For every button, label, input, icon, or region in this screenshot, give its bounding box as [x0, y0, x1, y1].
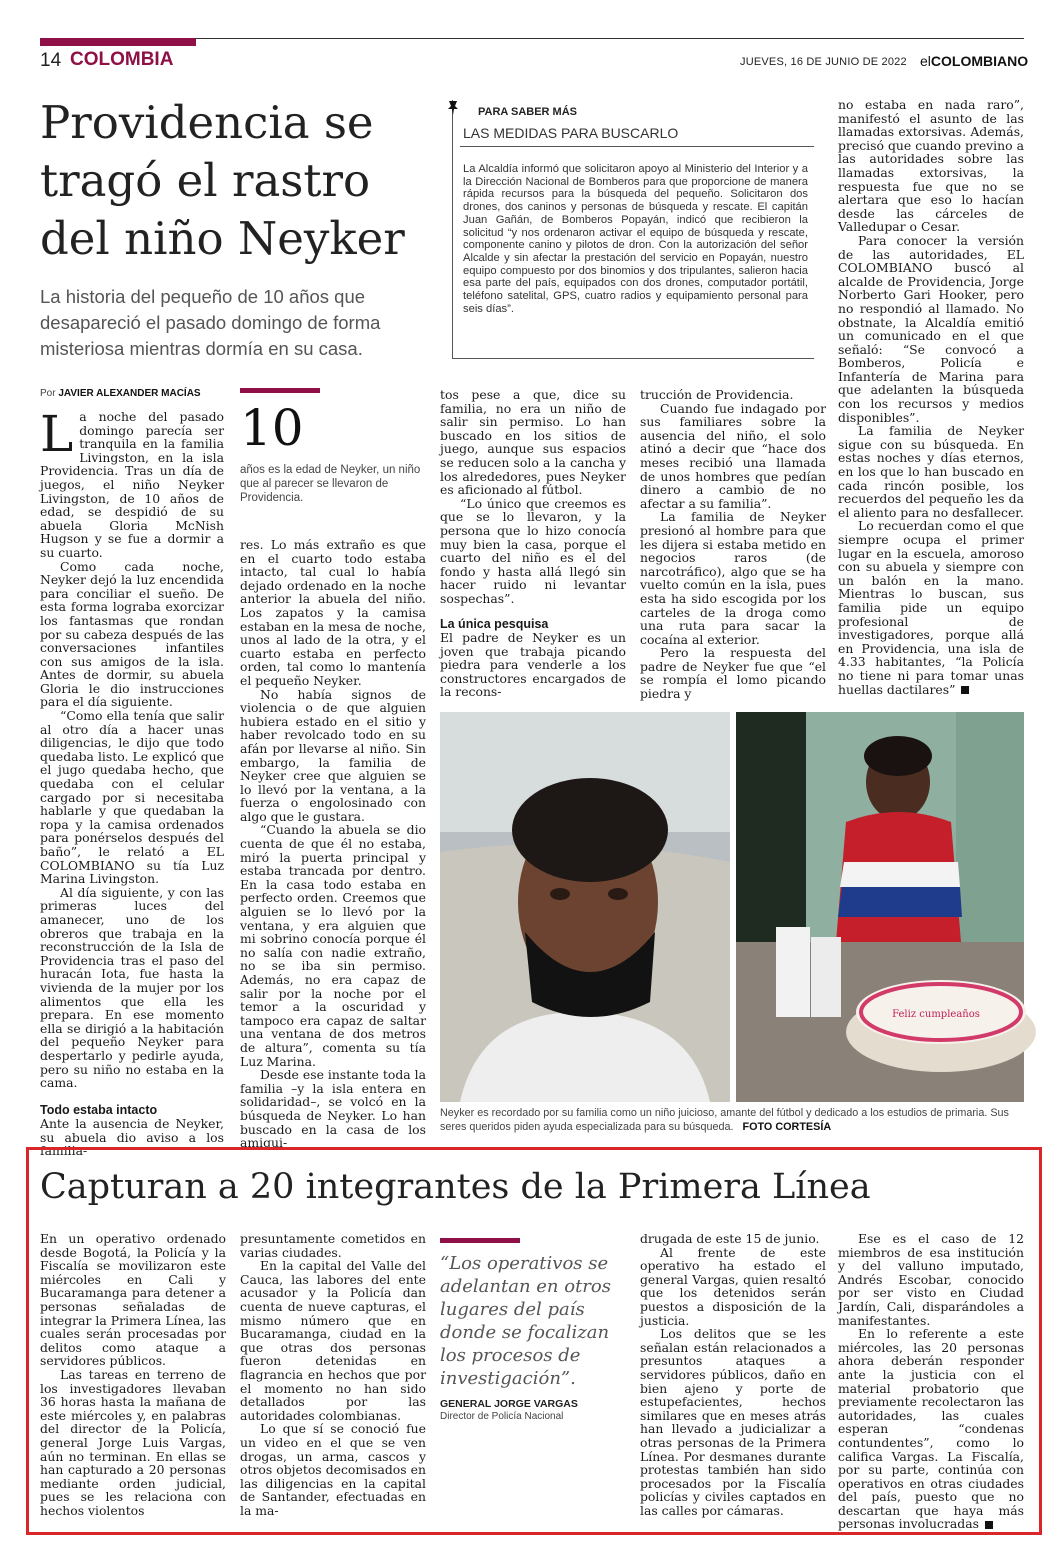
pull-quote: “Los operativos se adelantan en otros lugares del país donde se focalizan los procesos de investigación”. — [440, 1253, 611, 1389]
story1-column-1 — [40, 405, 224, 1159]
brand-logo — [920, 53, 1028, 69]
cake-text: Feliz cumpleaños — [892, 1009, 980, 1020]
paragraph: drugada de este 15 de junio. — [640, 1231, 820, 1246]
sidebar-text: La Alcaldía informó que solicitaron apoyo al Ministerio del Interior y a la Dirección Nacional de Bomberos para que proporcione de manera rápida recursos para la búsqueda del pequeño. Solicitaron dos drones, dos caninos y personas de búsqueda y rescate. El capitán Juan Gañán, de Bomberos Popayán, indicó que recibieron la solicitud “y nos ordenaron activar el equipo de búsqueda y rescate, componente canino y pilotos de dron. Con la autorización del señor Alcalde y sin afectar la prestación del servicio en Popayán, nuestro equipo compuesto por dos binomios y dos tripulantes, salieron hacia esa parte del país, equipados con dos drones, computador portátil, teléfono satelital, GPS, cuatro radios y equipamiento personal para seis días”. — [463, 163, 808, 315]
drop-cap: L — [40, 405, 74, 463]
factbox-number: 10 — [240, 399, 304, 457]
pin-icon — [446, 100, 460, 116]
paragraph: presuntamente cometidos en varias ciudades. — [240, 1231, 426, 1260]
byline-name: JAVIER ALEXANDER MACÍAS — [58, 388, 201, 399]
paragraph: Al frente de este operativo ha estado el general Vargas, quien resaltó que los detenidos serán puestos a disposición de la justicia. — [640, 1244, 826, 1328]
quote-role: Director de Policía Nacional — [440, 1411, 564, 1422]
brand-prefix: el — [920, 53, 931, 69]
paragraph: tos pese a que, dice su familia, no era un niño de salir sin permiso. Lo han buscado en los sitios de juego, aunque sus espacios se reducen solo a la cancha y los alrededores, pues Neyker es aficionado al fútbol. — [440, 387, 626, 498]
paragraph: En la capital del Valle del Cauca, las labores del ente acusador y la Policía dan cuenta de nueve capturas, el mismo número que en Bucaramanga, ciudad en la que otras dos personas fueron detenidas en flagrancia en hechos que por el momento no han sido detallados por las autoridades colombianas. — [240, 1258, 426, 1423]
sidebar-title-rule — [460, 146, 814, 147]
story1-column-3 — [440, 388, 626, 700]
subhead: Todo estaba intacto — [40, 1102, 158, 1117]
sidebar-frame-bottom — [452, 358, 814, 359]
paragraph: Pero la respuesta del padre de Neyker fue que “el se rompía el lomo picando piedra y — [640, 645, 826, 702]
story1-column-4 — [640, 388, 826, 700]
paragraph: a noche del pasado domingo parecía ser tranquila en la familia Livingston, en la isla Providencia. Tras un día de juegos, el niño Neyker Livingston, de 10 años de edad, se despidió de su abuela Gloria McNish Hugson y se fue a dormir a su cuarto. — [40, 409, 224, 560]
sidebar-kicker: PARA SABER MÁS — [478, 106, 578, 118]
story2-column-5 — [838, 1231, 1024, 1532]
paragraph: Al día siguiente, y con las primeras luces del amanecer, uno de los obreros que trabaja en la reconstrucción de la Isla de Providencia tras el paso del huracán Iota, fue hasta la vivienda de la mujer por los alimentos que ella les prepara. En ese momento ella se dirigió a la habitación del pequeño Neyker para despertarlo y pedirle ayuda, pero su niño no estaba en la cama. — [40, 884, 224, 1091]
story1-deck: La historia del pequeño de 10 años que desapareció el pasado domingo de forma misteriosa mientras dormía en su casa. — [40, 286, 381, 359]
story2-column-4 — [640, 1232, 826, 1522]
issue-date: JUEVES, 16 DE JUNIO DE 2022 — [740, 56, 907, 68]
paragraph: Desde ese instante toda la familia –y la isla entera en solidaridad–, se volcó en la búsqueda de Neyker. Lo han buscado en la casa de los amigui- — [240, 1067, 426, 1151]
photo-neyker-birthday — [736, 712, 1024, 1102]
paragraph: Cuando fue indagado por sus familiares sobre la ausencia del niño, el solo atinó a decir que “hace dos meses recibió una llamada de unos hombres que pedían dinero a cambio de no afectar a su familia”. — [640, 400, 826, 511]
page-number: 14 — [40, 50, 62, 71]
paragraph: Para conocer la versión de las autoridades, EL COLOMBIANO buscó al alcalde de Providencia, Jorge Norberto Gari Hooker, pero no respondió al llamado. No obstnate, la Alcaldía emitió un comunicado en el que señaló: “Se convocó a Bomberos, Policía e Infantería de Marina para que adelanten la búsqueda con los recursos y medios disponibles”. — [838, 232, 1024, 425]
factbox-accent-bar — [240, 388, 320, 393]
story1-column-2 — [240, 537, 426, 1151]
end-mark — [985, 1521, 993, 1529]
paragraph: En un operativo ordenado desde Bogotá, la Policía y la Fiscalía se movilizaron este miércoles en Cali y Bucaramanga para detener a personas señaladas de integrar la Primera Línea, las cuales serán procesadas por delitos como ataque a servidores públicos. — [40, 1231, 226, 1369]
byline-prefix: Por — [40, 388, 56, 399]
subhead: La única pesquisa — [440, 616, 549, 631]
paragraph — [838, 519, 1024, 696]
caption-text: Neyker es recordado por su familia como un niño juicioso, amante del fútbol y dedicado a los estudios de primaria. Sus seres queridos piden ayuda especializada para su búsqueda. — [440, 1107, 1009, 1133]
story1-column-5 — [838, 98, 1024, 698]
photo-caption — [440, 1107, 1024, 1134]
paragraph: Los delitos que se les señalan están relacionados a presuntos ataques a servidores públicos, daño en bien ajeno y porte de estupefacientes, hechos similares que en meses atrás han llevado a judicializar a otras personas de la Primera Línea. Por desmanes durante protestas también han sido procesados por la Fiscalía policías y civiles captados en las calles por cámaras. — [640, 1326, 826, 1518]
sidebar-frame-left — [452, 100, 453, 358]
paragraph: El padre de Neyker es un joven que trabaja picando piedra para venderle a los constructores encargados de la recons- — [440, 630, 626, 700]
paragraph — [838, 1327, 1024, 1531]
quote-accent-bar — [440, 1238, 520, 1243]
paragraph: Ante la ausencia de Neyker, su abuela dio aviso a los familia- — [40, 1116, 224, 1159]
paragraph: Como cada noche, Neyker dejó la luz encendida para conciliar el sueño. De esta forma lograba exorcizar los fantasmas que rondan por su cabeza después de las conversaciones infantiles con sus amigos de la isla. Antes de dormir, su abuela Gloria le dio instrucciones para el día siguiente. — [40, 558, 224, 710]
paragraph-text: Lo recuerdan como el que siempre ocupa el primer lugar en la escuela, amoroso con su abuela y siempre con un balón en la mano. Mientras lo buscan, sus familia pide un equipo profesional de investigadores, porque allá en Providencia, una isla de 4.33 habitantes, “la Policía no tiene ni para tomar unas huellas dactilares” — [838, 518, 1024, 697]
story2-column-1 — [40, 1232, 226, 1522]
paragraph: res. Lo más extraño es que en el cuarto todo estaba intacto, tal cual lo había dejado ordenado en la noche anterior la abuela del niño. Los zapatos y la camisa estaban en la mesa de noche, unos al lado de la otra, y el cuarto estaba en perfecto orden, tal como lo mantenía el pequeño Neyker. — [240, 537, 426, 688]
paragraph: trucción de Providencia. — [640, 387, 794, 402]
paragraph: “Cuando la abuela se dio cuenta de que él no estaba, miró la puerta principal y estaba trancada por dentro. En la casa todo estaba en perfecto orden. Creemos que alguien se lo llevó por la ventana, y era alguien que mi sobrino conocía porque él no salía con nadie extraño, no se iba sin permiso. Además, no era capaz de salir por la noche por el temor a la oscuridad y tampoco era capaz de saltar una ventana de dos metros de altura”, comenta su tía Luz Marina. — [240, 822, 426, 1069]
brand-name: COLOMBIANO — [930, 53, 1029, 69]
story1-headline: Providencia se tragó el rastro del niño Neyker — [40, 96, 405, 265]
paragraph-text: En lo referente a este miércoles, las 20 personas ahora deberán responder ante la justicia con el material probatorio que previamente recolectaron las autoridades, las cuales esperan “condenas contundentes”, como lo califica Vargas. La Fiscalía, por su parte, continúa con operativos en otras ciudades del país, puesto que no descartan que haya más personas involucradas — [838, 1326, 1024, 1532]
section-name: COLOMBIA — [70, 49, 174, 70]
paragraph: Ese es el caso de 12 miembros de esa institución y del valluno imputado, Andrés Escobar, conocido por ser visto en Ciudad Jardín, Cali, disparándoles a manifestantes. — [838, 1231, 1024, 1328]
quote-name: GENERAL JORGE VARGAS — [440, 1398, 578, 1410]
paragraph: La familia de Neyker sigue con su búsqueda. En estas noches y días eternos, en los que lo han buscado en cada rincón posible, los recuerdos del pequeño les da el aliento para no desfallecer. — [838, 423, 1024, 520]
story2-column-2 — [240, 1232, 426, 1522]
factbox-text: años es la edad de Neyker, un niño que al parecer se llevaron de Providencia. — [240, 464, 421, 504]
paragraph: no estaba en nada raro”, manifestó el asunto de las llamadas extorsivas. Además, precisó que cuando previno a las autoridades sobre las llamadas extorsivas, la respuesta fue que no se alertara que eso lo hacían desde las cárceles de Valledupar o Cesar. — [838, 97, 1024, 235]
section-accent-bar — [40, 38, 196, 46]
paragraph: No había signos de violencia o de que alguien hubiera estado en el sitio y haber revolcado todo en su afán por llevarse al niño. Sin embargo, la familia de Neyker cree que alguien se lo llevó por la ventana, a la fuerza o engolosinado con algo que le gustara. — [240, 686, 426, 824]
photo-credit: FOTO CORTESÍA — [742, 1120, 832, 1133]
paragraph: “Como ella tenía que salir al otro día a hacer unas diligencias, le dijo que todo quedaba listo. Le explicó que el jugo quedaba hecho, que quedaba con el celular cargado por si necesitaba hablarle y que quedaban la ropa y la camisa ordenados para ponérselos después del baño”, le relató a EL COLOMBIANO su tía Luz Marina Livingston. — [40, 708, 224, 887]
byline — [40, 388, 201, 399]
paragraph: La familia de Neyker presionó al hombre para que les dijera si estaba metido en negocios raros (de narcotráfico), algo que se ha vuelto común en la isla, pues esta ha sido escogida por los carteles de la droga como una ruta para sacar la cocaína al exterior. — [640, 509, 826, 647]
paragraph: Las tareas en terreno de los investigadores llevaban 36 horas hasta la mañana de este miércoles y, en palabras del director de la Policía, general Jorge Luis Vargas, aún no terminan. En ellas se han capturado a 20 personas mediante orden judicial, pues se les relaciona con hechos violentos — [40, 1366, 226, 1518]
story2-headline: Capturan a 20 integrantes de la Primera Línea — [40, 1167, 871, 1207]
paragraph: Lo que sí se conoció fue un video en el que se ven drogas, un arma, cascos y otros objetos decomisados en las diligencias en la capital de Santander, efectuadas en la ma- — [240, 1421, 426, 1518]
photo-neyker-portrait — [440, 712, 730, 1102]
sidebar-title: LAS MEDIDAS PARA BUSCARLO — [463, 125, 679, 141]
paragraph: “Lo único que creemos es que se lo llevaron, y la persona que lo hizo conocía muy bien la casa, porque el cuarto del niño es el del fondo y hasta allá llegó sin hacer ruido ni levantar sospechas”. — [440, 495, 626, 606]
end-mark — [961, 686, 969, 694]
